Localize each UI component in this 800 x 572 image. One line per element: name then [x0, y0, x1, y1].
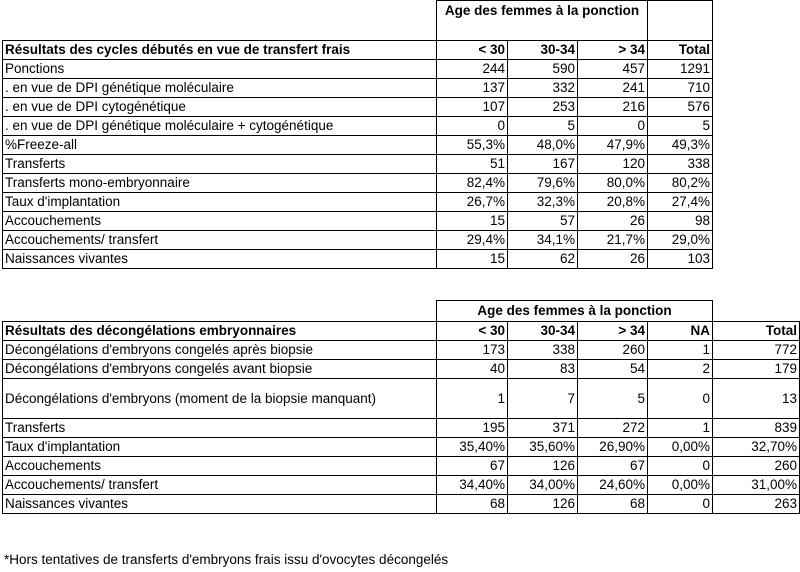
- table2-group-header: Age des femmes à la ponction: [437, 301, 713, 322]
- table-cell: 5: [578, 379, 648, 419]
- table-cell: 253: [508, 98, 578, 117]
- table-cell: 13: [713, 379, 800, 419]
- table-cell: 1: [648, 419, 713, 438]
- table-cell: 195: [437, 419, 508, 438]
- table-row: [3, 136, 713, 155]
- table-cell: 338: [648, 155, 713, 174]
- table-cell: 15: [437, 250, 508, 269]
- table-cell: 57: [508, 212, 578, 231]
- table2-col-header: > 34: [578, 322, 648, 341]
- table-cell: 34,1%: [508, 231, 578, 250]
- row-label: Transferts mono-embryonnaire: [3, 174, 437, 193]
- row-label: Naissances vivantes: [3, 495, 437, 514]
- table-cell: 0: [648, 495, 713, 514]
- fresh-transfer-results-table: [2, 0, 713, 269]
- table-row: [3, 79, 713, 98]
- row-label: Taux d'implantation: [3, 193, 437, 212]
- table1-empty-header-cell: [648, 1, 713, 41]
- row-label: Transferts: [3, 419, 437, 438]
- table-cell: 126: [508, 457, 578, 476]
- table-cell: 49,3%: [648, 136, 713, 155]
- table-cell: 0: [437, 117, 508, 136]
- table-cell: 5: [648, 117, 713, 136]
- table1-group-header: Age des femmes à la ponction: [437, 1, 648, 41]
- table-cell: 0,00%: [648, 438, 713, 457]
- table-cell: 710: [648, 79, 713, 98]
- row-label: Accouchements/ transfert: [3, 476, 437, 495]
- table1-col-header: 30-34: [508, 41, 578, 60]
- row-label: Décongélations d'embryons congelés avant biopsie: [3, 360, 437, 379]
- table-cell: 576: [648, 98, 713, 117]
- table2-body: [3, 341, 800, 514]
- table-cell: 173: [437, 341, 508, 360]
- table2-col-header: NA: [648, 322, 713, 341]
- row-label: Décongélations d'embryons (moment de la biopsie manquant): [3, 379, 437, 419]
- row-label: Accouchements/ transfert: [3, 231, 437, 250]
- table-cell: 260: [578, 341, 648, 360]
- table-cell: 5: [508, 117, 578, 136]
- table-cell: 0: [578, 117, 648, 136]
- table-cell: 244: [437, 60, 508, 79]
- table-cell: 15: [437, 212, 508, 231]
- table-cell: 51: [437, 155, 508, 174]
- table-cell: 0: [648, 379, 713, 419]
- table-row: [3, 117, 713, 136]
- table-cell: 167: [508, 155, 578, 174]
- table-cell: 67: [578, 457, 648, 476]
- table-cell: 47,9%: [578, 136, 648, 155]
- table-cell: 338: [508, 341, 578, 360]
- table-row: [3, 60, 713, 79]
- table-cell: 332: [508, 79, 578, 98]
- table-cell: 216: [578, 98, 648, 117]
- table2-title: Résultats des décongélations embryonnaires: [3, 322, 437, 341]
- table1-col-header: > 34: [578, 41, 648, 60]
- table-row: [3, 495, 800, 514]
- table-cell: 26,7%: [437, 193, 508, 212]
- table-cell: 126: [508, 495, 578, 514]
- table-cell: 55,3%: [437, 136, 508, 155]
- table-row: [3, 212, 713, 231]
- table-cell: 29,4%: [437, 231, 508, 250]
- table-cell: 79,6%: [508, 174, 578, 193]
- row-label: Taux d'implantation: [3, 438, 437, 457]
- table1-col-header: Total: [648, 41, 713, 60]
- table-cell: 103: [648, 250, 713, 269]
- table-cell: 32,70%: [713, 438, 800, 457]
- table-cell: 260: [713, 457, 800, 476]
- table-cell: 2: [648, 360, 713, 379]
- row-label: Décongélations d'embryons congelés après biopsie: [3, 341, 437, 360]
- table-cell: 80,2%: [648, 174, 713, 193]
- table-row: [3, 457, 800, 476]
- table-row: [3, 98, 713, 117]
- table-cell: 1: [648, 341, 713, 360]
- row-label: Accouchements: [3, 212, 437, 231]
- row-label: %Freeze-all: [3, 136, 437, 155]
- table-row: [3, 360, 800, 379]
- table2-header-row: [3, 322, 800, 341]
- table2-empty-corner: [3, 301, 437, 322]
- table-cell: 67: [437, 457, 508, 476]
- table-cell: 26: [578, 212, 648, 231]
- table-cell: 83: [508, 360, 578, 379]
- row-label: . en vue de DPI cytogénétique: [3, 98, 437, 117]
- table-row: [3, 419, 800, 438]
- table-cell: 54: [578, 360, 648, 379]
- table-row: [3, 155, 713, 174]
- table-row: [3, 231, 713, 250]
- table-row: [3, 379, 800, 419]
- table-cell: 7: [508, 379, 578, 419]
- table-cell: 590: [508, 60, 578, 79]
- row-label: Ponctions: [3, 60, 437, 79]
- footnote: *Hors tentatives de transferts d'embryons frais issu d'ovocytes décongelés: [4, 552, 449, 567]
- table-cell: 0,00%: [648, 476, 713, 495]
- row-label: Naissances vivantes: [3, 250, 437, 269]
- table-cell: 107: [437, 98, 508, 117]
- table1-group-header-row: [3, 1, 713, 41]
- table-cell: 120: [578, 155, 648, 174]
- table-cell: 371: [508, 419, 578, 438]
- table1-header-row: [3, 41, 713, 60]
- table-row: [3, 476, 800, 495]
- table-cell: 839: [713, 419, 800, 438]
- table-cell: 35,40%: [437, 438, 508, 457]
- table2-col-header: < 30: [437, 322, 508, 341]
- row-label: Transferts: [3, 155, 437, 174]
- thaw-results-table: [2, 300, 800, 514]
- table-cell: 772: [713, 341, 800, 360]
- table-cell: 1291: [648, 60, 713, 79]
- table-cell: 263: [713, 495, 800, 514]
- table-cell: 0: [648, 457, 713, 476]
- table-cell: 35,60%: [508, 438, 578, 457]
- table-cell: 24,60%: [578, 476, 648, 495]
- table-cell: 179: [713, 360, 800, 379]
- table-cell: 34,40%: [437, 476, 508, 495]
- table-cell: 241: [578, 79, 648, 98]
- table-cell: 27,4%: [648, 193, 713, 212]
- table-cell: 40: [437, 360, 508, 379]
- table1-body: [3, 60, 713, 269]
- table-cell: 26: [578, 250, 648, 269]
- table-cell: 34,00%: [508, 476, 578, 495]
- table-cell: 457: [578, 60, 648, 79]
- row-label: . en vue de DPI génétique moléculaire: [3, 79, 437, 98]
- row-label: . en vue de DPI génétique moléculaire + cytogénétique: [3, 117, 437, 136]
- table-cell: 32,3%: [508, 193, 578, 212]
- table2-group-header-row: [3, 301, 800, 322]
- table1-title: Résultats des cycles débutés en vue de transfert frais: [3, 41, 437, 60]
- table-row: [3, 174, 713, 193]
- table-cell: 31,00%: [713, 476, 800, 495]
- table1-col-header: < 30: [437, 41, 508, 60]
- table-cell: 26,90%: [578, 438, 648, 457]
- table-cell: 20,8%: [578, 193, 648, 212]
- table-row: [3, 438, 800, 457]
- table2-empty-header-cell: [713, 301, 800, 322]
- table2-col-header: Total: [713, 322, 800, 341]
- table-cell: 98: [648, 212, 713, 231]
- table-row: [3, 341, 800, 360]
- table-cell: 68: [437, 495, 508, 514]
- table-row: [3, 193, 713, 212]
- table1-empty-corner: [3, 1, 437, 41]
- table-cell: 29,0%: [648, 231, 713, 250]
- table2-col-header: 30-34: [508, 322, 578, 341]
- table-cell: 62: [508, 250, 578, 269]
- table-row: [3, 250, 713, 269]
- table-cell: 137: [437, 79, 508, 98]
- table-cell: 80,0%: [578, 174, 648, 193]
- table-cell: 272: [578, 419, 648, 438]
- table-cell: 48,0%: [508, 136, 578, 155]
- table-cell: 1: [437, 379, 508, 419]
- table-cell: 82,4%: [437, 174, 508, 193]
- table-cell: 21,7%: [578, 231, 648, 250]
- row-label: Accouchements: [3, 457, 437, 476]
- table-cell: 68: [578, 495, 648, 514]
